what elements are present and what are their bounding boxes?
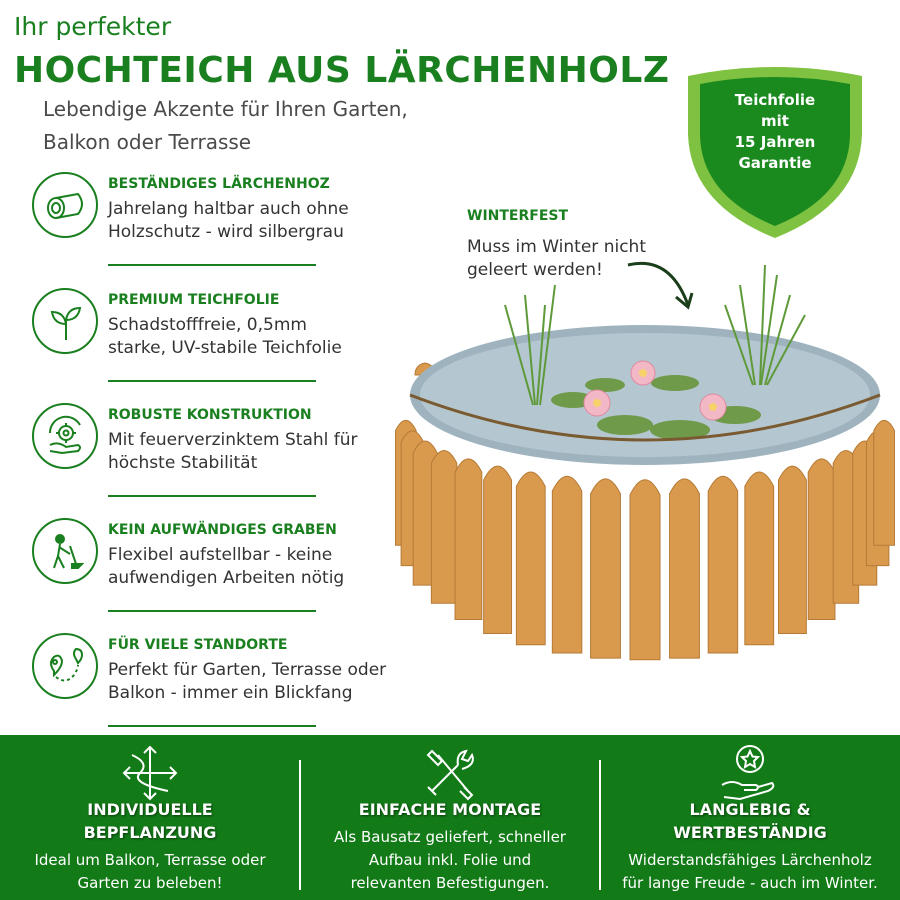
feature-icon-circle: [32, 633, 98, 699]
feature-divider: [108, 725, 316, 727]
subtitle-line-1: Lebendige Akzente für Ihren Garten,: [43, 97, 408, 121]
badge-line-1: Teichfolie: [734, 91, 816, 109]
fence-picket: [745, 472, 774, 645]
feature-icon-circle: [32, 403, 98, 469]
pond-illustration: [395, 255, 895, 675]
feature-text-line: Schadstofffreie, 0,5mm: [108, 315, 307, 335]
feature-item: [30, 172, 430, 272]
benefit-text: relevanten Befestigungen.: [350, 874, 550, 892]
benefit-text: Widerstandsfähiges Lärchenholz: [628, 851, 872, 869]
feature-item: [30, 288, 430, 388]
feature-title: ROBUSTE KONSTRUKTION: [108, 407, 312, 423]
fence-picket: [484, 466, 512, 633]
feature-text: [108, 198, 428, 244]
benefit-title: INDIVIDUELLE: [87, 800, 213, 819]
fence-picket: [670, 479, 700, 658]
feature-icon-circle: [32, 518, 98, 584]
badge-line-3: 15 Jahren: [734, 133, 816, 151]
feature-title: BESTÄNDIGES LÄRCHENHOZ: [108, 176, 330, 192]
winter-text-line: geleert werden!: [467, 260, 603, 280]
fence-picket: [455, 459, 482, 620]
benefit-title: WERTBESTÄNDIG: [673, 823, 827, 842]
badge-line-4: Garantie: [738, 154, 812, 172]
fence-picket: [708, 476, 737, 653]
fence-picket: [431, 450, 456, 603]
feature-divider: [108, 380, 316, 382]
fence-picket: [778, 466, 806, 633]
feature-item: [30, 633, 430, 733]
feature-divider: [108, 495, 316, 497]
guarantee-badge-text: [710, 90, 840, 174]
feature-text: [108, 659, 428, 705]
feature-text-line: höchste Stabilität: [108, 453, 258, 473]
feature-icon-circle: [32, 172, 98, 238]
bottom-banner: [0, 735, 900, 900]
sprout-icon: [44, 300, 88, 344]
benefit-title: EINFACHE MONTAGE: [358, 800, 542, 819]
benefit-text: Garten zu beleben!: [77, 874, 223, 892]
hand-star-icon: [718, 741, 782, 805]
arrows-cross-icon: [118, 741, 182, 805]
feature-icon-circle: [32, 288, 98, 354]
fence-picket: [552, 476, 581, 653]
feature-text: [108, 314, 428, 360]
fence-picket: [874, 420, 895, 545]
feature-text-line: Mit feuerverzinktem Stahl für: [108, 430, 358, 450]
feature-title: KEIN AUFWÄNDIGES GRABEN: [108, 522, 337, 538]
hand-gear-icon: [44, 415, 88, 459]
feature-text-line: aufwendigen Arbeiten nötig: [108, 568, 345, 588]
feature-item: [30, 518, 430, 618]
benefit-column: [600, 735, 900, 900]
benefit-text: Ideal um Balkon, Terrasse oder: [34, 851, 266, 869]
benefit-title: BEPFLANZUNG: [83, 823, 217, 842]
feature-text: [108, 429, 428, 475]
feature-text-line: Flexibel aufstellbar - keine: [108, 545, 333, 565]
pre-title: Ihr perfekter: [14, 12, 172, 41]
feature-item: [30, 403, 430, 503]
fence-picket: [808, 459, 835, 620]
fence-picket: [516, 472, 545, 645]
benefit-text: Aufbau inkl. Folie und: [368, 851, 532, 869]
feature-title: FÜR VIELE STANDORTE: [108, 637, 288, 653]
feature-text-line: Holzschutz - wird silbergrau: [108, 222, 344, 242]
feature-text-line: Perfekt für Garten, Terrasse oder: [108, 660, 387, 680]
fence-picket: [591, 479, 621, 658]
subtitle-line-2: Balkon oder Terrasse: [43, 130, 252, 154]
benefit-text: Als Bausatz geliefert, schneller: [334, 828, 566, 846]
page-title: HOCHTEICH AUS LÄRCHENHOLZ: [14, 50, 670, 91]
tools-icon: [418, 741, 482, 805]
feature-divider: [108, 264, 316, 266]
route-pin-icon: [44, 645, 88, 689]
badge-line-2: mit: [761, 112, 789, 130]
winter-text-line: Muss im Winter nicht: [467, 237, 646, 257]
feature-divider: [108, 610, 316, 612]
feature-text: [108, 544, 428, 590]
fence-picket: [630, 480, 660, 660]
feature-text-line: Balkon - immer ein Blickfang: [108, 683, 353, 703]
feature-text-line: starke, UV-stabile Teichfolie: [108, 338, 342, 358]
feature-title: PREMIUM TEICHFOLIE: [108, 292, 280, 308]
benefit-text: für lange Freude - auch im Winter.: [622, 874, 878, 892]
log-icon: [44, 184, 88, 228]
benefit-column: [300, 735, 600, 900]
digging-worker-icon: [44, 530, 88, 574]
winter-title: WINTERFEST: [467, 208, 569, 224]
feature-text-line: Jahrelang haltbar auch ohne: [108, 199, 349, 219]
benefit-column: [0, 735, 300, 900]
benefit-title: LANGLEBIG &: [689, 800, 811, 819]
